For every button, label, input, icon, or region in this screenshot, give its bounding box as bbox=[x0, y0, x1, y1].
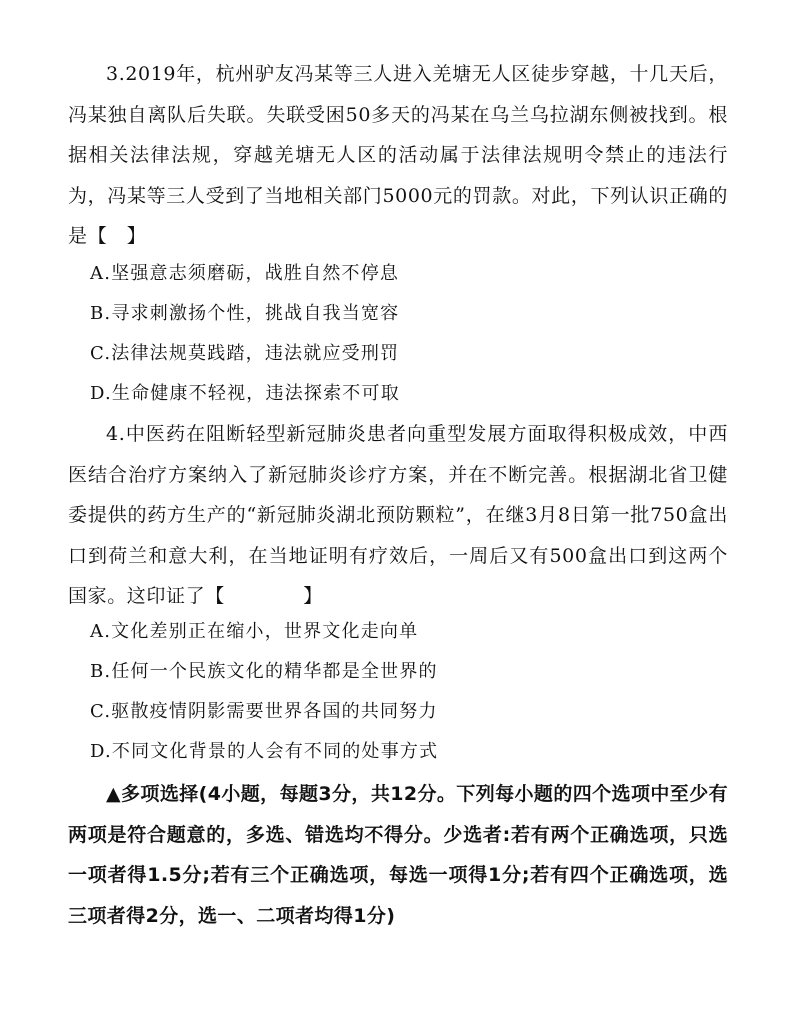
question-4-option-a: A.文化差别正在缩小，世界文化走向单 bbox=[90, 621, 419, 642]
question-4-stem: 4.中医药在阻断轻型新冠肺炎患者向重型发展方面取得积极成效，中西医结合治疗方案纳入了新冠肺炎诊疗方案，并在不断完善。根据湖北省卫健委提供的药方生产的“新冠肺炎湖北预防颗粒”，在继3月8日第一批750盒出口到荷兰和意大利，在当地证明有疗效后，一周后又有500盒出口到这两个国家。这印证了【 】 bbox=[68, 423, 728, 607]
question-4-option-c: C.驱散疫情阴影需要世界各国的共同努力 bbox=[90, 701, 438, 722]
question-3-option-a: A.坚强意志须磨砺，战胜自然不停息 bbox=[90, 263, 400, 284]
multiple-choice-section-header: ▲多项选择(4小题，每题3分，共12分。下列每小题的四个选项中至少有两项是符合题意的，多选、错选均不得分。少选者:若有两个正确选项，只选一项者得1.5分;若有三个正确选项，每选一项得1分;若有四个正确选项，选三项者得2分，选一、二项者均得1分) bbox=[68, 783, 728, 927]
question-3-option-d: D.生命健康不轻视，违法探索不可取 bbox=[90, 383, 400, 404]
question-3-stem: 3.2019年，杭州驴友冯某等三人进入羌塘无人区徒步穿越，十几天后，冯某独自离队后失联。失联受困50多天的冯某在乌兰乌拉湖东侧被找到。根据相关法律法规，穿越羌塘无人区的活动属于法律法规明令禁止的违法行为，冯某等三人受到了当地相关部门5000元的罚款。对此，下列认识正确的是【 】 bbox=[68, 63, 728, 247]
question-3-option-c: C.法律法规莫践踏，违法就应受刑罚 bbox=[90, 343, 400, 364]
question-4-option-d: D.不同文化背景的人会有不同的处事方式 bbox=[90, 741, 439, 762]
question-4-option-b: B.任何一个民族文化的精华都是全世界的 bbox=[90, 661, 438, 682]
question-3-option-b: B.寻求刺激扬个性，挑战自我当宽容 bbox=[90, 303, 400, 324]
